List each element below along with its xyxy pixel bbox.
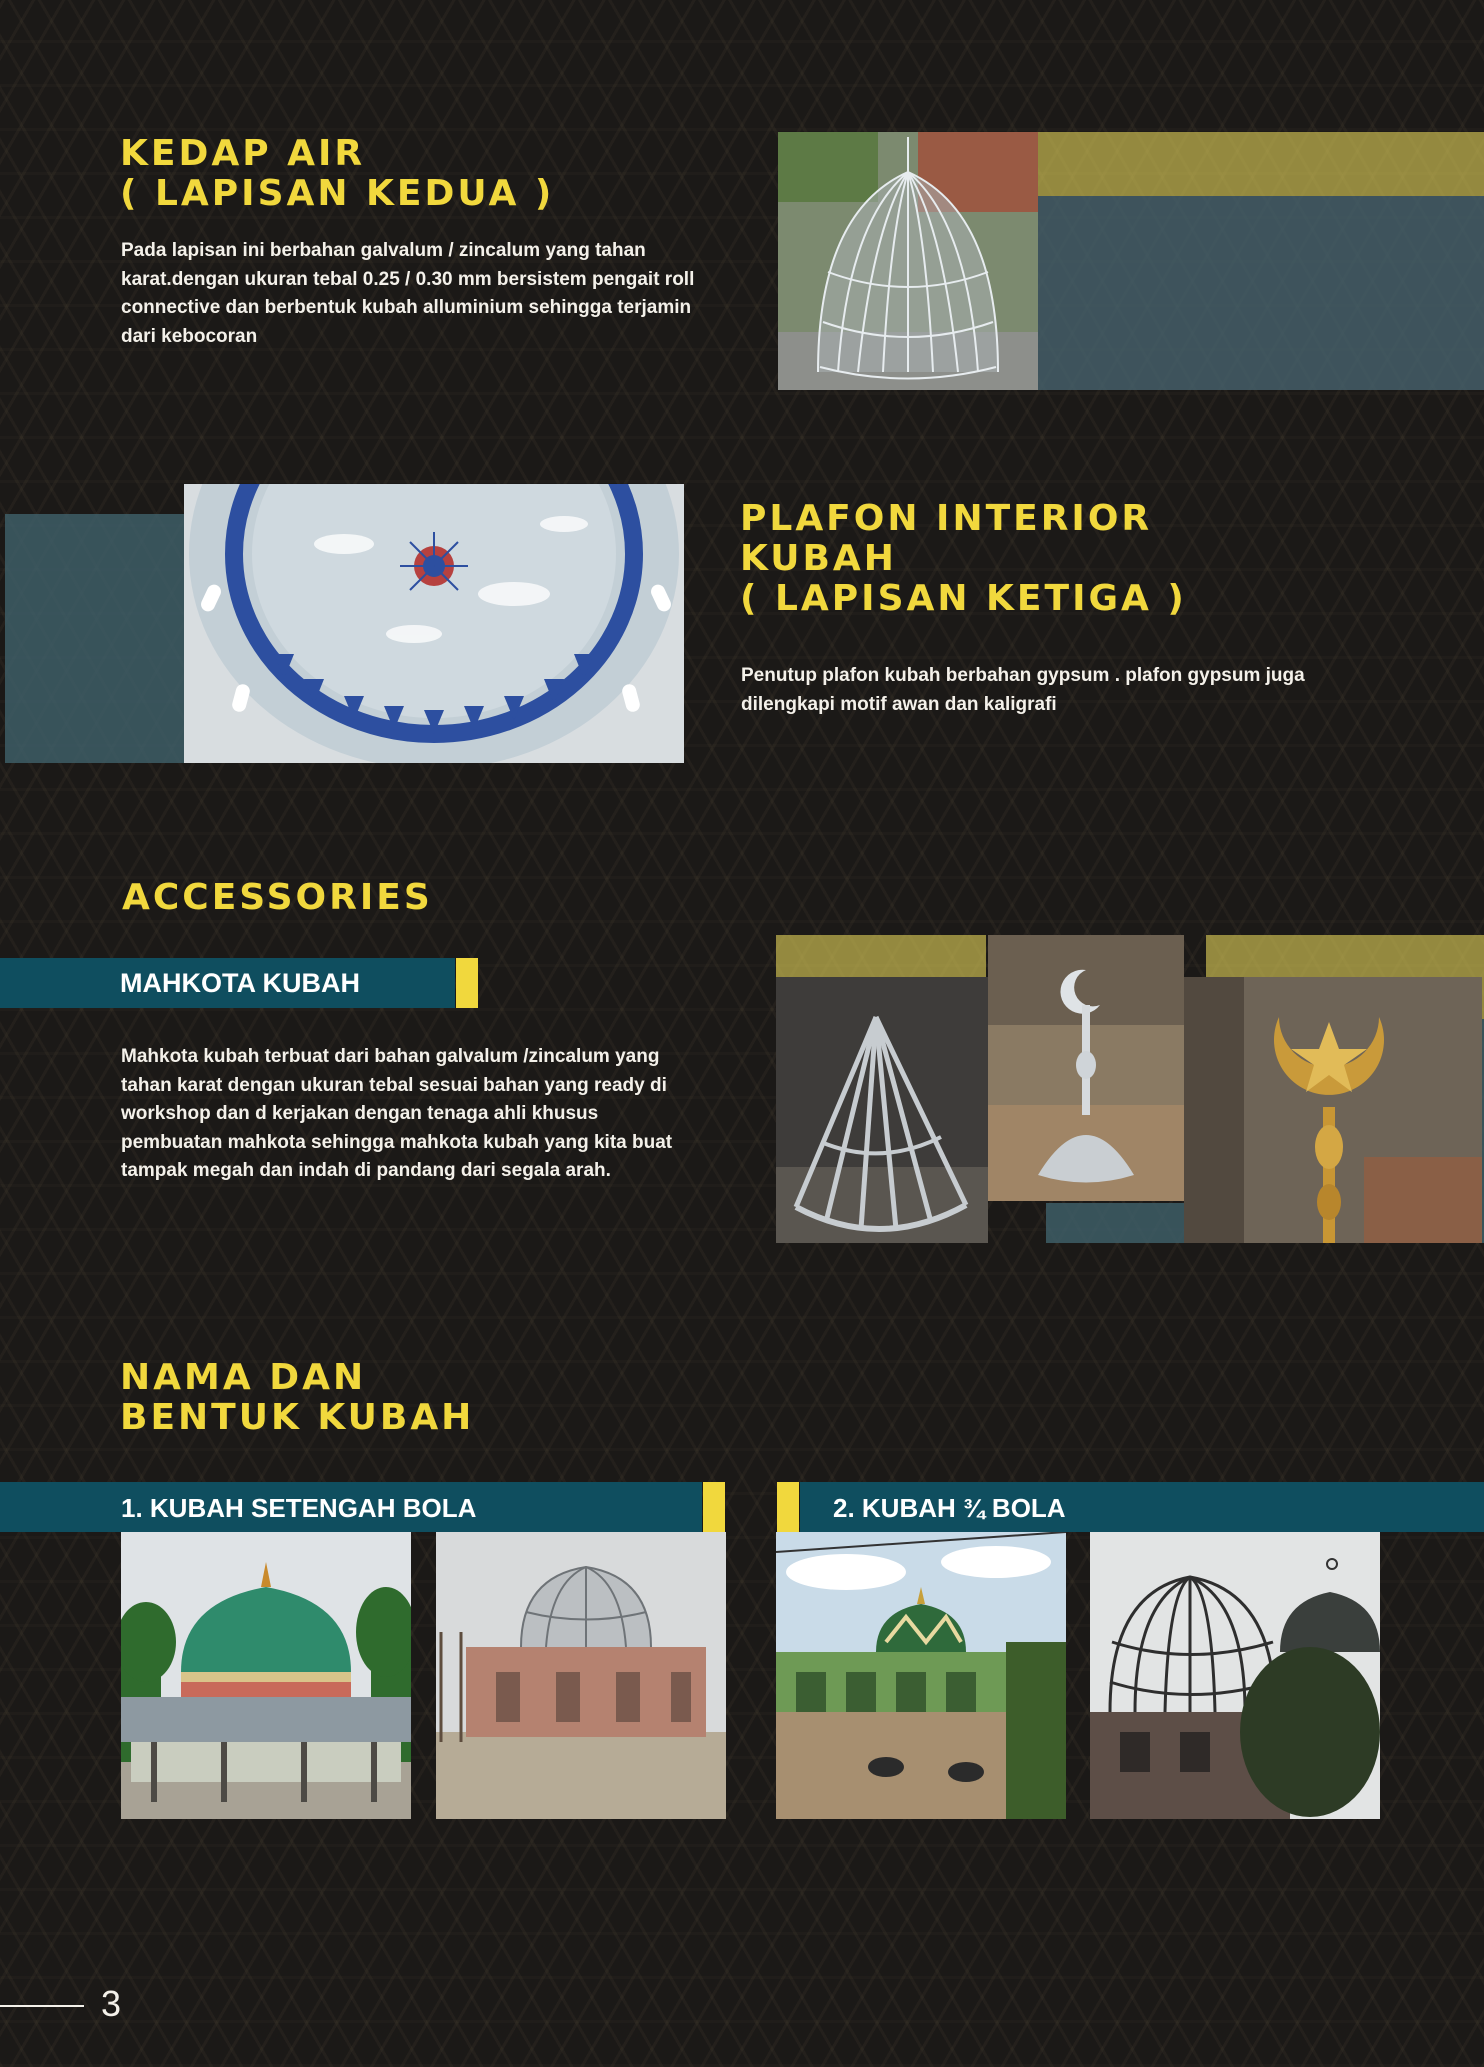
frame-dome-mosque-photo [436, 1532, 726, 1819]
accessories-title: ACCESSORIES [122, 877, 433, 918]
mahkota-kubah-label: MAHKOTA KUBAH [120, 968, 360, 998]
nama-bentuk-title-line-1: NAMA DAN [120, 1357, 367, 1398]
kubah-type-2-accent [777, 1482, 799, 1532]
plafon-description: Penutup plafon kubah berbahan gypsum . plafon gypsum juga dilengkapi motif awan dan kaligrafi [741, 665, 1305, 715]
kedap-air-title-line-1: KEDAP AIR [120, 133, 366, 174]
kedap-air-title-line-2: ( LAPISAN KEDUA ) [120, 173, 555, 214]
crown-frame-photo [776, 977, 988, 1243]
decor-teal-panel [5, 514, 185, 763]
nama-bentuk-title-line-2: BENTUK KUBAH [120, 1397, 475, 1438]
mahkota-description: Mahkota kubah terbuat dari bahan galvalum /zincalum yang tahan karat dengan ukuran tebal sesuai bahan yang ready di workshop dan d kerjakan dengan tenaga ahli khusus pembuatan mahkota sehingga mahkota kubah yang kita buat tampak megah dan indah di pandang dari segala arah. [121, 1046, 673, 1181]
footer-rule [0, 2005, 84, 2007]
mahkota-kubah-band [0, 958, 455, 1008]
decor-yellow-strip [1036, 132, 1484, 196]
nama-bentuk-title [120, 1358, 474, 1438]
plafon-title-line-2: KUBAH [740, 538, 897, 579]
decor-teal-bottom [1046, 1203, 1206, 1243]
kubah-type-1-label: 1. KUBAH SETENGAH BOLA [121, 1493, 477, 1523]
kubah-type-2-band [800, 1482, 1484, 1532]
decor-yellow-strip-left [776, 935, 986, 977]
dome-frame-photo [778, 132, 1038, 390]
plafon-title [740, 499, 1187, 619]
page-number: 3 [101, 1983, 122, 2024]
dome-skeleton-mosque-photo [1090, 1532, 1380, 1819]
mosaic-dome-mosque-photo [776, 1532, 1066, 1819]
kubah-type-1-band [0, 1482, 702, 1532]
kubah-type-1-accent [703, 1482, 725, 1532]
kedap-air-title [120, 134, 554, 214]
green-dome-mosque-photo [121, 1532, 411, 1819]
crescent-crown-photo [988, 935, 1184, 1201]
decor-blue-panel [1036, 196, 1484, 390]
plafon-photo-block [5, 484, 685, 763]
plafon-title-line-1: PLAFON INTERIOR [740, 498, 1153, 539]
star-crown-photo [1184, 977, 1482, 1243]
accessories-photo-block [776, 935, 1484, 1243]
ceiling-calligraphy-photo [184, 484, 684, 763]
plafon-title-line-3: ( LAPISAN KETIGA ) [740, 578, 1187, 619]
kedap-air-description: Pada lapisan ini berbahan galvalum / zincalum yang tahan karat.dengan ukuran tebal 0.25 / 0.30 mm bersistem pengait roll connective dan berbentuk kubah alluminium sehingga terjamin dari kebocoran [121, 240, 695, 347]
kedap-air-photo-block [778, 132, 1484, 390]
mahkota-kubah-accent [456, 958, 478, 1008]
kubah-type-2-label: 2. KUBAH ¾ BOLA [833, 1493, 1066, 1523]
